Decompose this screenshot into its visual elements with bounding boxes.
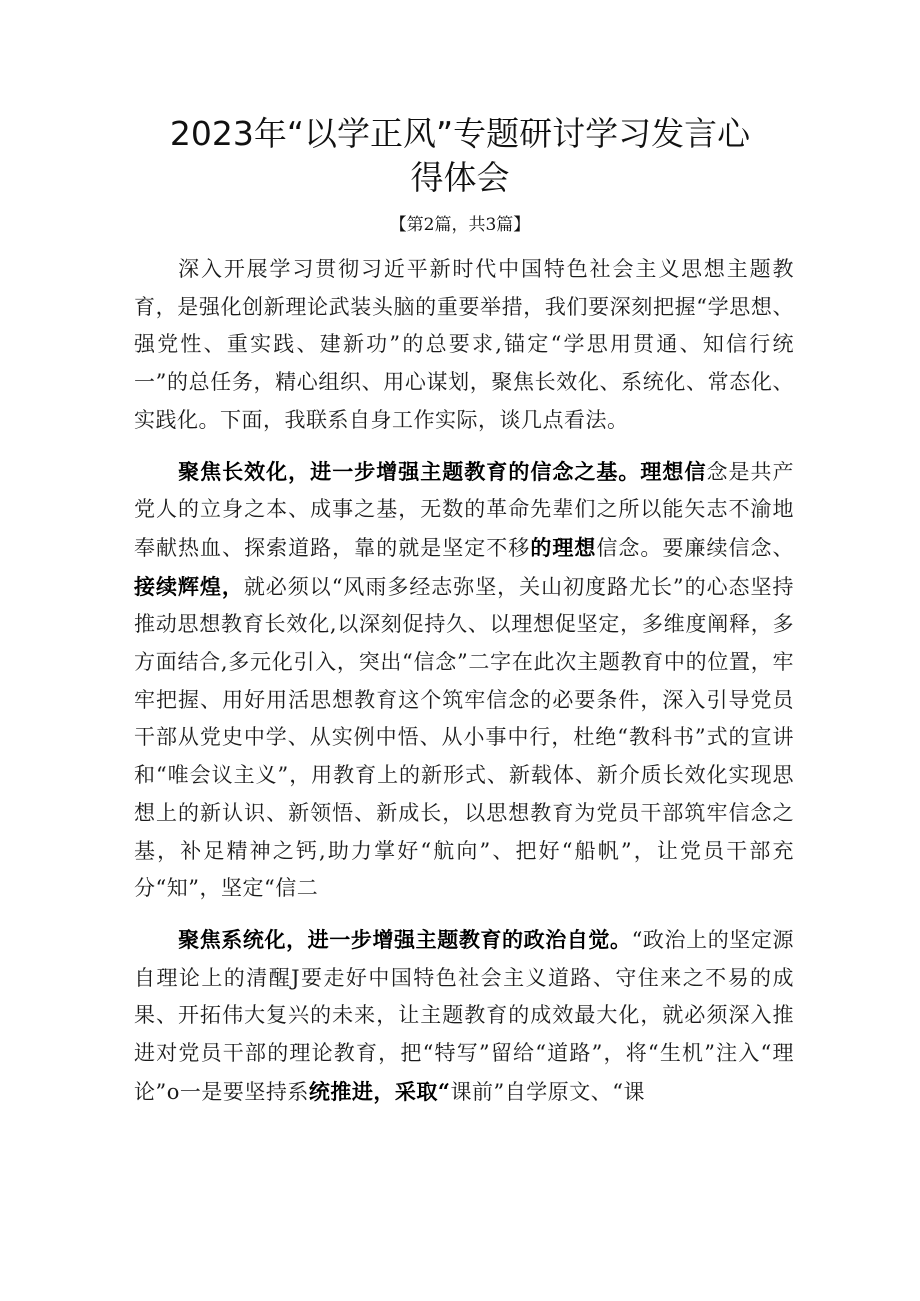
text-segment: 信念。要廉续信念、 <box>596 535 795 560</box>
title-line-1: 2023年“以学正风”专题研讨学习发言心 <box>169 114 751 153</box>
text-segment: 念是共产党人的立身之本、成事之基，无数的革命先辈们之所以能矢志不渝地奉献热血、探索道路，靠的就是坚定不移 <box>134 459 794 560</box>
bold-segment: 的理想 <box>530 534 597 560</box>
text-segment: “政治上的坚定源自理论上的清醒J要走好中国特色社会主义道路、守住来之不易的成果、开拓伟大复兴的未来，让主题教育的成效最大化，就必须深入推进对党员干部的理论教育，把“特写”留给“道路”，将“生机”注入“理论”o一是要坚持系 <box>134 927 794 1104</box>
paragraph-systematic <box>134 921 794 1112</box>
bold-heading-segment: 聚焦系统化，进一步增强主题教育的政治自觉。 <box>178 926 632 952</box>
document-subtitle: 【第2篇，共3篇】 <box>389 215 531 235</box>
bold-heading-segment: 聚焦长效化，进一步增强主题教育的信念之基。理想信 <box>178 458 707 484</box>
bold-segment: 接续辉煌， <box>134 573 244 599</box>
text-segment: 课前”自学原文、“课 <box>450 1079 645 1104</box>
paragraph-long-term <box>134 453 794 908</box>
bold-segment: 统推进，采取“ <box>308 1078 451 1104</box>
text-segment: 就必须以“风雨多经志弥坚，关山初度路尤长”的心态坚持推动思想教育长效化,以深刻促持久、以理想促坚定，多维度阐释，多方面结合,多元化引入，突出“信念”二字在此次主题教育中的位置，牢牢把握、用好用活思想教育这个筑牢信念的必要条件，深入引导党员干部从党史中学、从实例中悟、从小事中行，杜绝“教科书”式的宣讲和“唯会议主义”，用教育上的新形式、新载体、新介质长效化实现思想上的新认识、新领悟、新成长，以思想教育为党员干部筑牢信念之基，补足精神之钙,助力掌好“航向”、把好“船帆”，让党员干部充分“知”，坚定“信二 <box>134 574 794 901</box>
title-line-2: 得体会 <box>410 158 510 197</box>
text-segment: 深入开展学习贯彻习近平新时代中国特色社会主义思想主题教育，是强化创新理论武装头脑的重要举措，我们要深刻把握“学思想、强党性、重实践、建新功”的总要求,锚定“学思用贯通、知信行统一”的总任务，精心组织、用心谋划，聚焦长效化、系统化、常态化、实践化。下面，我联系自身工作实际，谈几点看法。 <box>134 257 794 432</box>
document-body <box>134 251 794 1111</box>
document-title <box>120 112 800 200</box>
paragraph-intro <box>134 251 794 440</box>
